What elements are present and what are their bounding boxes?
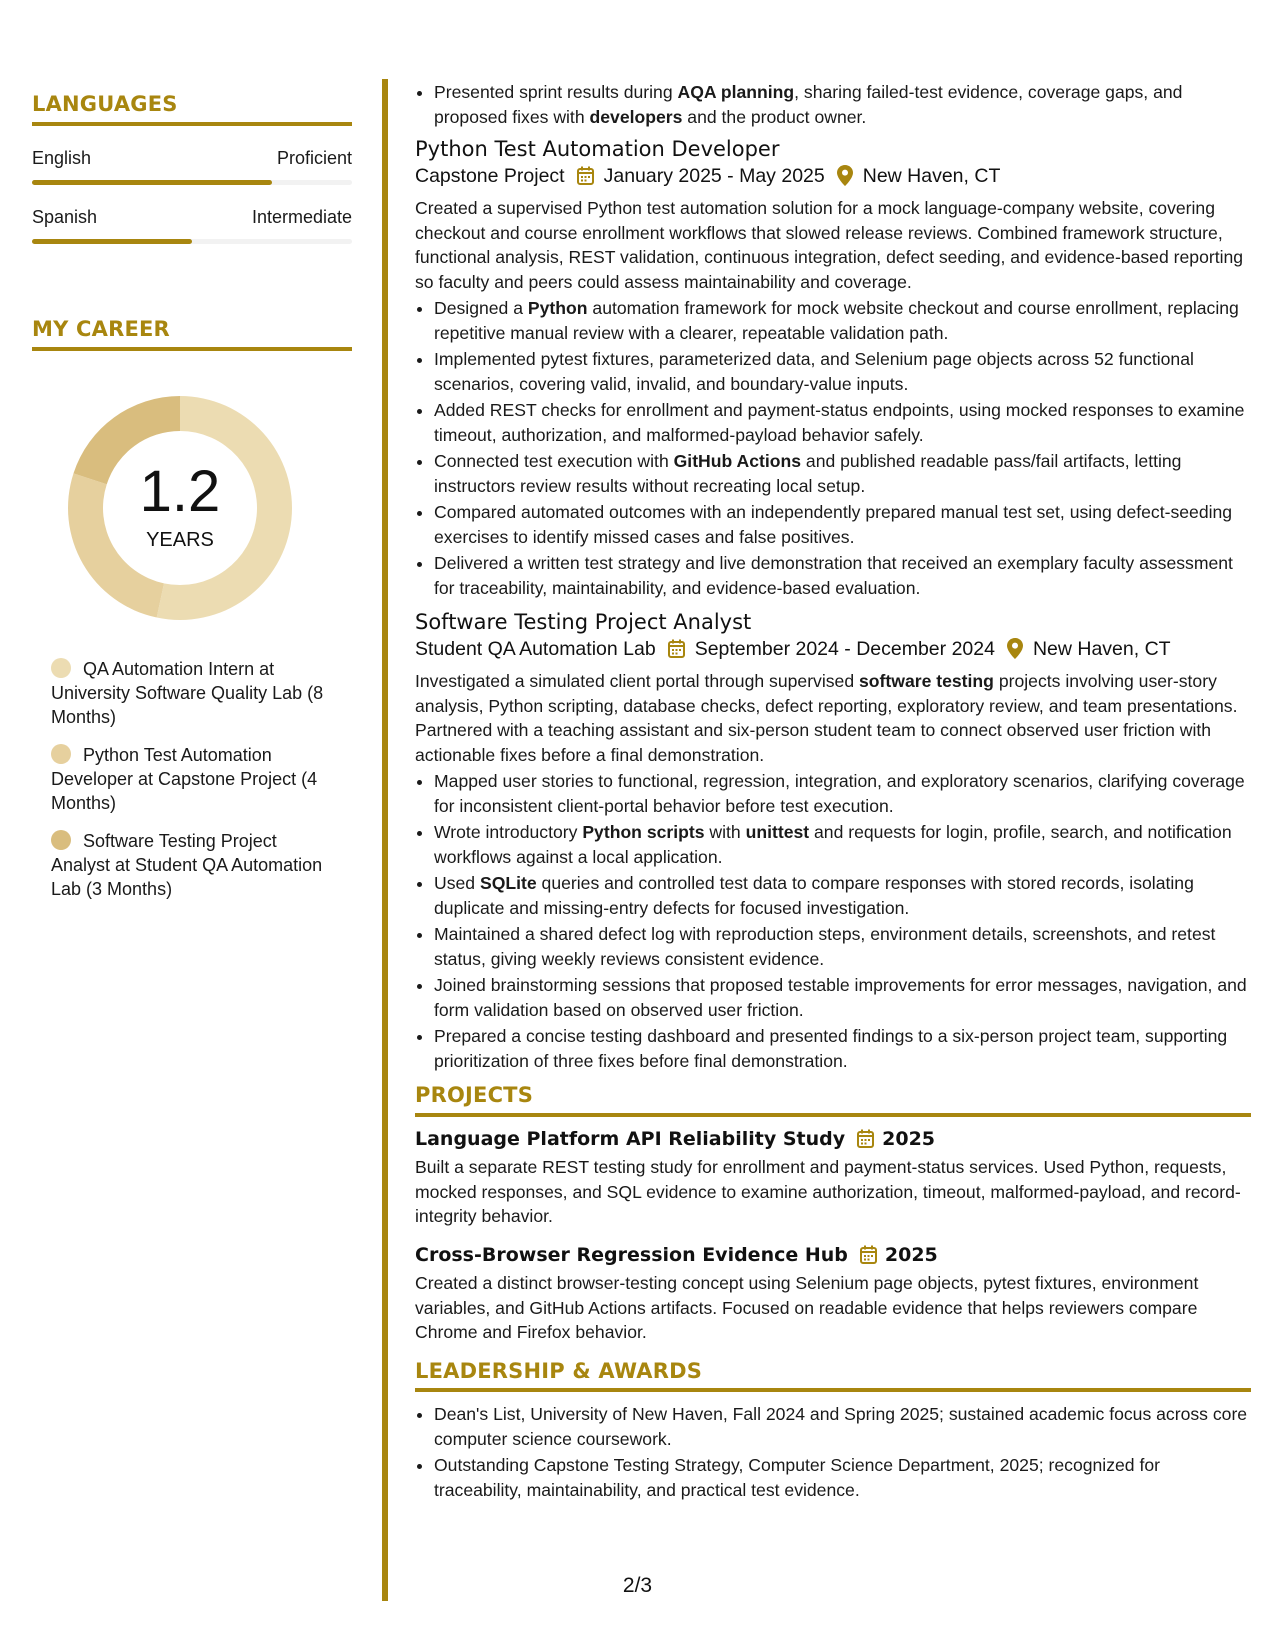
job-title: Software Testing Project Analyst [415, 610, 752, 634]
bold-text: unittest [745, 822, 810, 842]
career-unit: YEARS [146, 528, 214, 551]
job-meta [415, 164, 1251, 189]
job-entry [415, 137, 1251, 600]
career-heading: MY CAREER [32, 317, 170, 341]
bold-text: Python [527, 298, 588, 318]
bullet-item [434, 449, 1251, 498]
calendar-icon [577, 166, 594, 185]
project-title: Language Platform API Reliability Study [415, 1127, 846, 1150]
project-title: Cross-Browser Regression Evidence Hub [415, 1243, 848, 1266]
calendar-icon [857, 1129, 874, 1148]
text: projects involving user-story analysis, Python scripting, database checks, defect reporting, exploratory review, and team presentations. Partnered with a teaching assistant and six-person student team to connect observed user friction with actionable fixes before a final demonstration. [415, 671, 1238, 765]
project-description: Built a separate REST testing study for enrollment and payment-status services. Used Python, requests, mocked responses, and SQL evidence to examine authorization, timeout, malformed-payload, and record-integrity behavior. [415, 1157, 1241, 1226]
job-location: New Haven, CT [862, 164, 1001, 187]
bold-text: Python scripts [582, 822, 705, 842]
text: and published readable pass/fail artifacts, letting instructors review results without recreating local setup. [434, 451, 1182, 496]
awards-section [415, 1359, 1251, 1503]
bold-text: GitHub Actions [673, 451, 802, 471]
text: Wrote introductory [434, 822, 583, 842]
intro-bullets [415, 80, 1251, 129]
bullet-item: • Outstanding Capstone Testing Strategy, Computer Science Department, 2025; recognized for traceability, maintainability, and practical test evidence. [434, 1453, 1251, 1502]
project-year: 2025 [882, 1127, 936, 1150]
awards-bullets [415, 1402, 1251, 1502]
job-dates: September 2024 - December 2024 [694, 637, 995, 660]
bold-text: developers [589, 106, 683, 127]
projects-rule [415, 1113, 1251, 1117]
language-name: English [32, 148, 92, 168]
projects-section [415, 1083, 1251, 1345]
legend-dot-icon [51, 744, 71, 764]
text: and requests for login, profile, search, and notification workflows against a local application. [434, 822, 1232, 867]
text: queries and controlled test data to compare responses with stored records, isolating duplicate and missing-entry defects for focused investigation. [434, 873, 1194, 918]
text: Used [434, 873, 480, 893]
language-bar-fill [32, 239, 192, 244]
bullet-item [434, 296, 1251, 345]
page-number: 2/3 [622, 1574, 653, 1597]
bullet-item: • Prepared a concise testing dashboard and presented findings to a six-person project team, supporting prioritization of three fixes before final demonstration. [434, 1024, 1251, 1073]
bullet-item [434, 80, 1251, 129]
legend-dot-icon [51, 658, 71, 678]
bold-text: AQA planning [677, 82, 795, 102]
bullet-item: • Delivered a written test strategy and live demonstration that received an exemplary faculty assessment for traceability, maintainability, and evidence-based evaluation. [434, 551, 1251, 600]
project-title-row [415, 1127, 1251, 1152]
job-entry [415, 610, 1251, 1073]
language-level: Intermediate [251, 207, 352, 227]
bullet-item: • Mapped user stories to functional, regression, integration, and exploratory scenarios, clarifying coverage for inconsistent client-portal behavior before test execution. [434, 769, 1251, 818]
calendar-icon [668, 639, 685, 658]
project-description: Created a distinct browser-testing concept using Selenium page objects, pytest fixtures, environment variables, and GitHub Actions artifacts. Focused on readable evidence that helps reviewers compare Chrome and Firefox behavior. [415, 1273, 1199, 1342]
awards-rule [415, 1388, 1251, 1392]
projects-heading: PROJECTS [415, 1083, 534, 1107]
job-bullets [415, 769, 1251, 1073]
bold-text: SQLite [479, 873, 537, 893]
bullet-item: • Implemented pytest fixtures, parameterized data, and Selenium page objects across 52 functional scenarios, covering valid, invalid, and boundary-value inputs. [434, 347, 1251, 396]
job-description [415, 669, 1251, 767]
language-name: Spanish [32, 207, 98, 227]
language-bar [32, 239, 352, 244]
language-spanish [32, 207, 352, 244]
bullet-item: • Compared automated outcomes with an independently prepared manual test set, using defect-seeding exercises to identify missed cases and false positives. [434, 500, 1251, 549]
career-legend-item [51, 829, 331, 901]
text: , sharing failed-test evidence, coverage gaps, and proposed fixes with [434, 82, 1183, 127]
text: Investigated a simulated client portal through supervised [415, 671, 860, 691]
language-level: Proficient [276, 148, 352, 168]
language-bar-fill [32, 180, 272, 185]
bold-text: software testing [859, 671, 994, 691]
career-legend-text: Software Testing Project Analyst at Student QA Automation Lab (3 Months) [51, 831, 323, 899]
project-title-row [415, 1243, 1251, 1268]
job-title: Python Test Automation Developer [415, 137, 780, 161]
text: and the product owner. [682, 106, 867, 127]
bullet-item: • Maintained a shared defect log with reproduction steps, environment details, screenshots, and retest status, giving weekly reviews consistent evidence. [434, 922, 1251, 971]
job-bullets [415, 296, 1251, 600]
main-content [415, 80, 1251, 1504]
text: Designed a [434, 298, 528, 318]
column-divider [382, 79, 388, 1601]
bullet-item: • Added REST checks for enrollment and payment-status endpoints, using mocked responses to examine timeout, authorization, and malformed-payload behavior safely. [434, 398, 1251, 447]
career-legend-item [51, 743, 331, 815]
career-legend [51, 657, 331, 901]
legend-dot-icon [51, 830, 71, 850]
job-meta [415, 637, 1251, 662]
job-dates: January 2025 - May 2025 [603, 164, 825, 187]
bullet-item [434, 871, 1251, 920]
bullet-item [434, 820, 1251, 869]
location-pin-icon [837, 165, 853, 186]
sidebar [32, 0, 352, 915]
text: Presented sprint results during [434, 82, 678, 102]
text: Connected test execution with [434, 451, 674, 471]
text: automation framework for mock website checkout and course enrollment, replacing repetitive manual review with a clearer, repeatable validation path. [434, 298, 1239, 343]
career-rule [32, 347, 352, 351]
languages-rule [32, 122, 352, 126]
job-org: Student QA Automation Lab [415, 637, 656, 660]
language-bar [32, 180, 352, 185]
language-english [32, 148, 352, 185]
project-entry [415, 1243, 1251, 1345]
career-legend-item [51, 657, 331, 729]
project-year: 2025 [884, 1243, 938, 1266]
job-location: New Haven, CT [1032, 637, 1171, 660]
career-legend-text: Python Test Automation Developer at Capstone Project (4 Months) [51, 745, 318, 813]
text: with [704, 822, 746, 842]
awards-heading: LEADERSHIP & AWARDS [415, 1358, 703, 1383]
career-total: 1.2 [139, 458, 221, 524]
project-entry [415, 1127, 1251, 1229]
bullet-item: • Dean's List, University of New Haven, Fall 2024 and Spring 2025; sustained academic focus across core computer science coursework. [434, 1402, 1251, 1451]
bullet-item: • Joined brainstorming sessions that proposed testable improvements for error messages, navigation, and form validation based on observed user friction. [434, 973, 1251, 1022]
job-org: Capstone Project [415, 164, 565, 187]
calendar-icon [860, 1245, 877, 1264]
career-legend-text: QA Automation Intern at University Software Quality Lab (8 Months) [51, 659, 324, 727]
career-donut-chart [65, 393, 295, 623]
location-pin-icon [1007, 638, 1023, 659]
job-description: Created a supervised Python test automation solution for a mock language-company website, covering checkout and course enrollment workflows that slowed release reviews. Combined framework structure, functional analysis, REST validation, continuous integration, defect seeding, and evidence-based reporting so faculty and peers could assess maintainability and coverage. [415, 198, 1244, 292]
languages-heading: LANGUAGES [32, 92, 178, 116]
